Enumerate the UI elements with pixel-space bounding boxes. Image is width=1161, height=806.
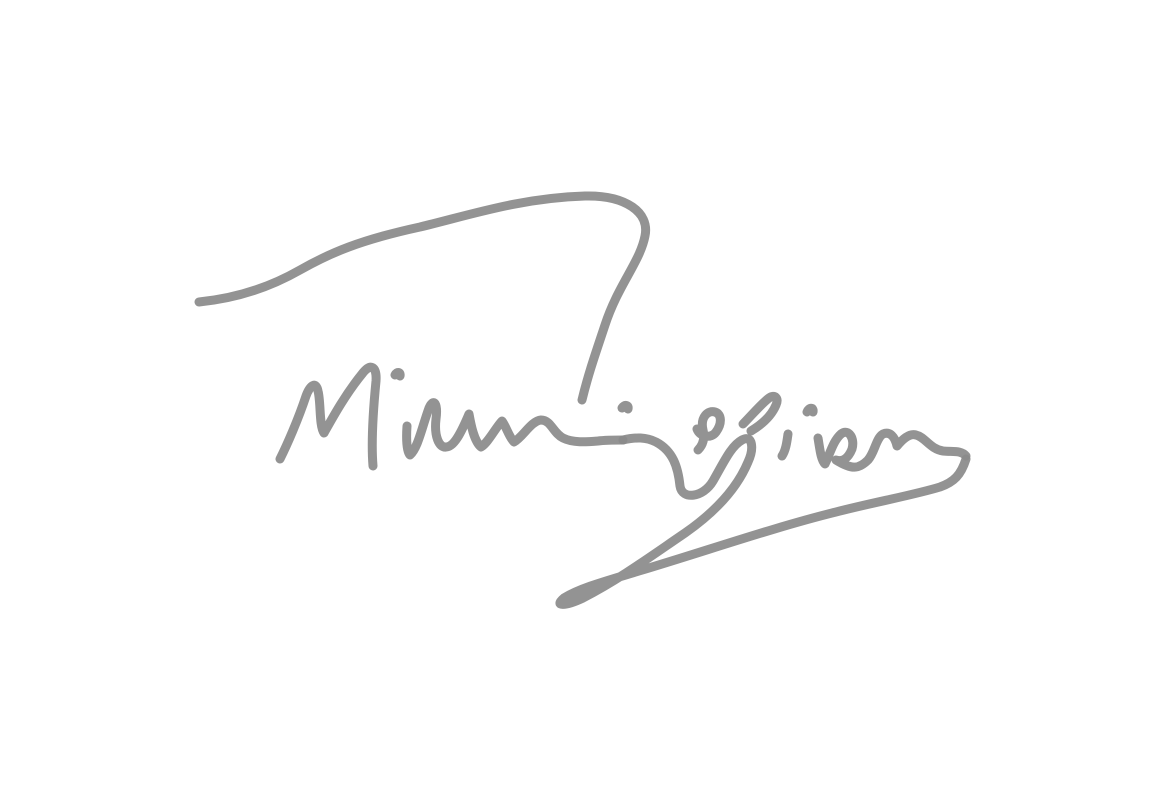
signature-end-letters xyxy=(697,396,966,467)
signature-strokes xyxy=(199,196,966,604)
signature-lower-loop xyxy=(560,438,966,604)
signature-top-flourish xyxy=(199,196,646,400)
signature-letter-m xyxy=(280,367,376,466)
signature-i-dot xyxy=(622,405,628,409)
